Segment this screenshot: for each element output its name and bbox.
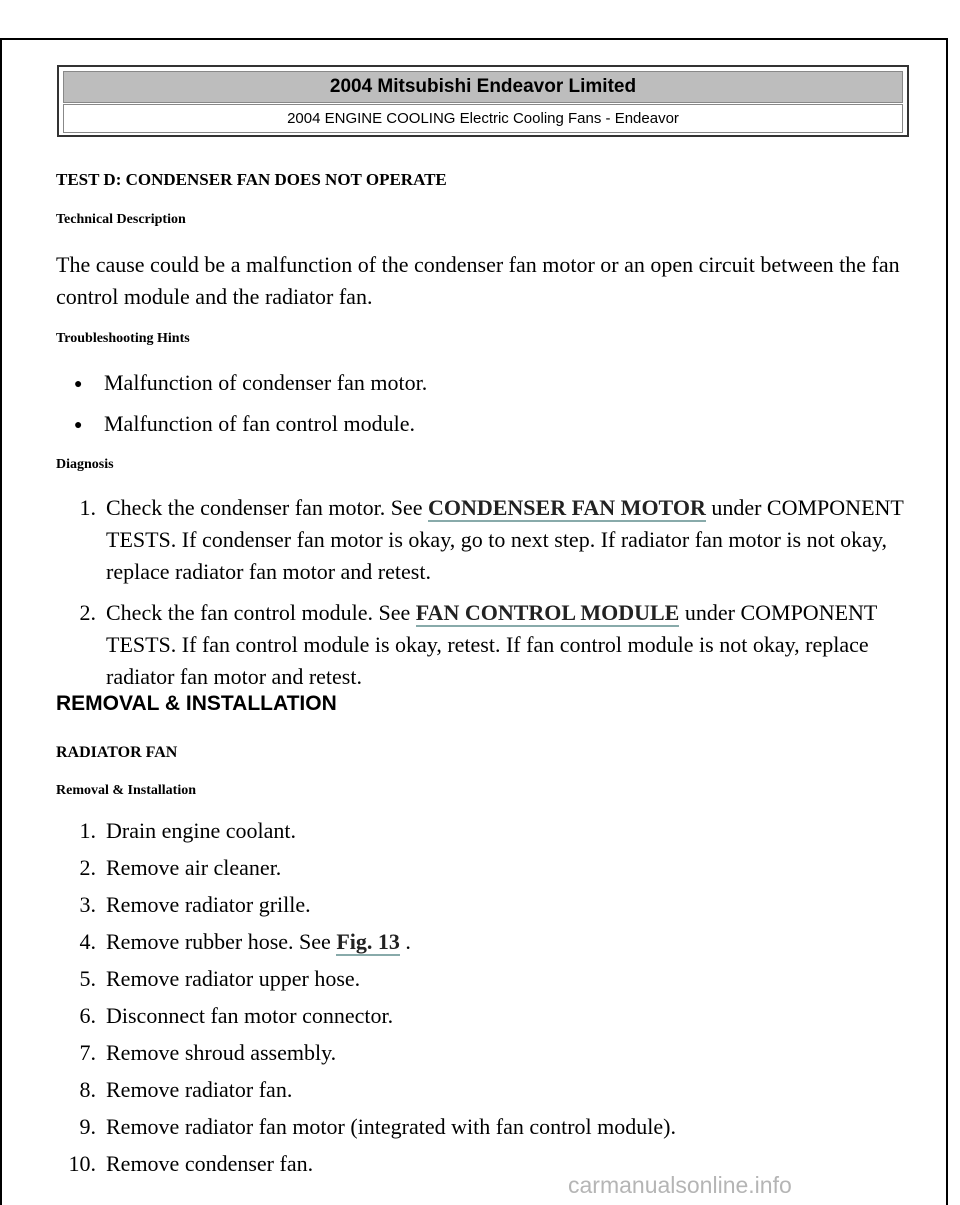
troubleshooting-hints-heading: Troubleshooting Hints: [56, 331, 190, 346]
hint-text: Malfunction of fan control module.: [104, 411, 415, 436]
list-item: [74, 362, 427, 403]
step-number: 1.: [79, 818, 96, 843]
fig-13-link[interactable]: Fig. 13: [336, 929, 400, 954]
step-number: 5.: [79, 966, 96, 991]
removal-steps: [56, 815, 926, 1185]
step-text: Remove radiator fan motor (integrated with fan control module).: [106, 1114, 676, 1139]
list-item: [56, 815, 926, 852]
step-text: under COMPONENT TESTS. If fan control module is okay, retest. If fan control module is not okay, replace radiator fan motor and retest.: [106, 600, 877, 689]
step-text: Remove radiator fan.: [106, 1077, 293, 1102]
condenser-fan-motor-link[interactable]: CONDENSER FAN MOTOR: [427, 495, 706, 520]
list-item: [56, 889, 926, 926]
hint-text: Malfunction of condenser fan motor.: [104, 370, 428, 395]
step-text: under COMPONENT TESTS. If condenser fan motor is okay, go to next step. If radiator fan motor is not okay, replace radiator fan motor and retest.: [106, 495, 904, 584]
list-item: [56, 1111, 926, 1148]
list-item: [56, 1148, 926, 1185]
step-text: Remove radiator grille.: [106, 892, 311, 917]
step-text: .: [399, 929, 411, 954]
diagnosis-heading: Diagnosis: [56, 457, 114, 472]
step-text: Check the fan control module. See: [106, 600, 416, 625]
fan-control-module-link[interactable]: FAN CONTROL MODULE: [415, 600, 680, 625]
hints-list: [74, 362, 427, 444]
step-number: 8.: [79, 1077, 96, 1102]
step-text: Check the condenser fan motor. See: [106, 495, 428, 520]
step-number: 6.: [79, 1003, 96, 1028]
step-number: 10.: [68, 1151, 96, 1176]
step-number: 1.: [79, 495, 96, 520]
technical-description-heading: Technical Description: [56, 212, 186, 227]
removal-installation-section-heading: REMOVAL & INSTALLATION: [56, 692, 337, 715]
bullet-icon: ●: [74, 377, 83, 393]
step-number: 2.: [79, 855, 96, 880]
list-item: [56, 1037, 926, 1074]
step-text: Remove condenser fan.: [106, 1151, 314, 1176]
step-text: Remove air cleaner.: [106, 855, 282, 880]
list-item: [56, 492, 926, 588]
step-text: Disconnect fan motor connector.: [106, 1003, 394, 1028]
test-d-title: TEST D: CONDENSER FAN DOES NOT OPERATE: [56, 170, 447, 189]
step-number: 4.: [79, 929, 96, 954]
step-text: Remove radiator upper hose.: [106, 966, 361, 991]
document-header: [57, 65, 909, 137]
list-item: [74, 403, 427, 444]
list-item: [56, 926, 926, 963]
step-text: Remove rubber hose. See: [106, 929, 337, 954]
step-number: 7.: [79, 1040, 96, 1065]
radiator-fan-heading: RADIATOR FAN: [56, 744, 178, 761]
header-title: 2004 Mitsubishi Endeavor Limited: [63, 71, 903, 103]
watermark: carmanualsonline.info: [568, 1172, 792, 1198]
removal-installation-heading: Removal & Installation: [56, 783, 196, 798]
header-subtitle: 2004 ENGINE COOLING Electric Cooling Fans - Endeavor: [63, 104, 903, 133]
step-text: Drain engine coolant.: [106, 818, 296, 843]
technical-description-text: The cause could be a malfunction of the condenser fan motor or an open circuit between the fan control module and the radiator fan.: [56, 252, 900, 309]
list-item: [56, 1000, 926, 1037]
list-item: [56, 963, 926, 1000]
step-text: Remove shroud assembly.: [106, 1040, 337, 1065]
bullet-icon: ●: [74, 418, 83, 434]
list-item: [56, 1074, 926, 1111]
step-number: 9.: [79, 1114, 96, 1139]
list-item: [56, 597, 926, 693]
list-item: [56, 852, 926, 889]
diagnosis-steps: [56, 492, 926, 693]
step-number: 2.: [79, 600, 96, 625]
step-number: 3.: [79, 892, 96, 917]
